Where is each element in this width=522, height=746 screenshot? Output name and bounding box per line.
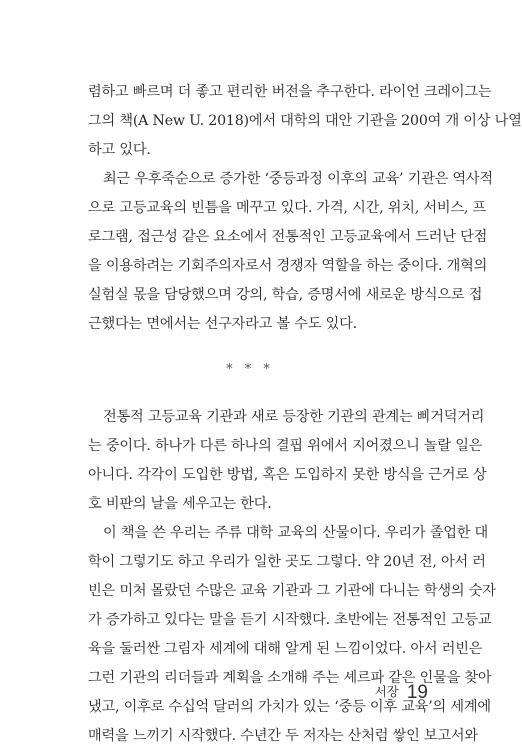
text-line: 으로 고등교육의 빈틈을 메꾸고 있다. 가격, 시간, 위치, 서비스, 프 bbox=[88, 200, 486, 216]
text-line: 는 중이다. 하나가 다른 하나의 결핍 위에서 지어졌으니 놀랄 일은 bbox=[88, 438, 483, 454]
text-line: 그의 책(A New U. 2018)에서 대학의 대안 기관을 200여 개 이상 나열 bbox=[88, 113, 522, 129]
page-number: 19 bbox=[406, 682, 428, 703]
text-line: 렴하고 빠르며 더 좋고 편리한 버전을 추구한다. 라이언 크레이그는 bbox=[88, 84, 492, 100]
chapter-label: 서장 bbox=[374, 685, 399, 699]
text-line: 매력을 느끼기 시작했다. 수년간 두 저자는 산처럼 쌓인 보고서와 bbox=[88, 728, 478, 744]
text-line: 그런 기관의 리더들과 계획을 소개해 주는 셰르파 같은 인물을 찾아 bbox=[88, 670, 492, 686]
text-line: 학이 그렇기도 하고 우리가 일한 곳도 그렇다. 약 20년 전, 아서 러 bbox=[88, 554, 486, 570]
text-line: 전통적 고등교육 기관과 새로 등장한 기관의 관계는 삐거덕거리 bbox=[103, 409, 485, 425]
text-line: 최근 우후죽순으로 증가한 ‘중등과정 이후의 교육’ 기관은 역사적 bbox=[103, 171, 493, 187]
text-line: 아니다. 각각이 도입한 방법, 혹은 도입하지 못한 방식을 근거로 상 bbox=[88, 467, 487, 483]
text-line: 냈고, 이후로 수십억 달러의 가치가 있는 ‘중등 이후 교육’의 세계에 bbox=[88, 699, 491, 715]
text-line: 하고 있다. bbox=[88, 142, 151, 158]
text-line: 호 비판의 날을 세우고는 한다. bbox=[88, 496, 272, 512]
text-line: 육을 둘러싼 그림자 세계에 대해 알게 된 느낌이었다. 아서 러빈은 bbox=[88, 641, 483, 657]
text-line: 가 증가하고 있다는 말을 듣기 시작했다. 초반에는 전통적인 고등교 bbox=[88, 612, 492, 628]
section-separator: * * * bbox=[226, 362, 274, 377]
text-line: 이 책을 쓴 우리는 주류 대학 교육의 산물이다. 우리가 졸업한 대 bbox=[103, 525, 489, 541]
text-line: 실험실 몫을 담당했으며 강의, 학습, 증명서에 새로운 방식으로 접 bbox=[88, 287, 483, 303]
text-line: 빈은 미처 몰랐던 수많은 교육 기관과 그 기관에 다니는 학생의 숫자 bbox=[88, 583, 496, 599]
text-line: 근했다는 면에서는 선구자라고 볼 수도 있다. bbox=[88, 316, 357, 332]
page-footer bbox=[375, 682, 428, 704]
text-line: 을 이용하려는 기회주의자로서 경쟁자 역할을 하는 중이다. 개혁의 bbox=[88, 258, 488, 274]
text-line: 로그램, 접근성 같은 요소에서 전통적인 고등교육에서 드러난 단점 bbox=[88, 229, 488, 245]
